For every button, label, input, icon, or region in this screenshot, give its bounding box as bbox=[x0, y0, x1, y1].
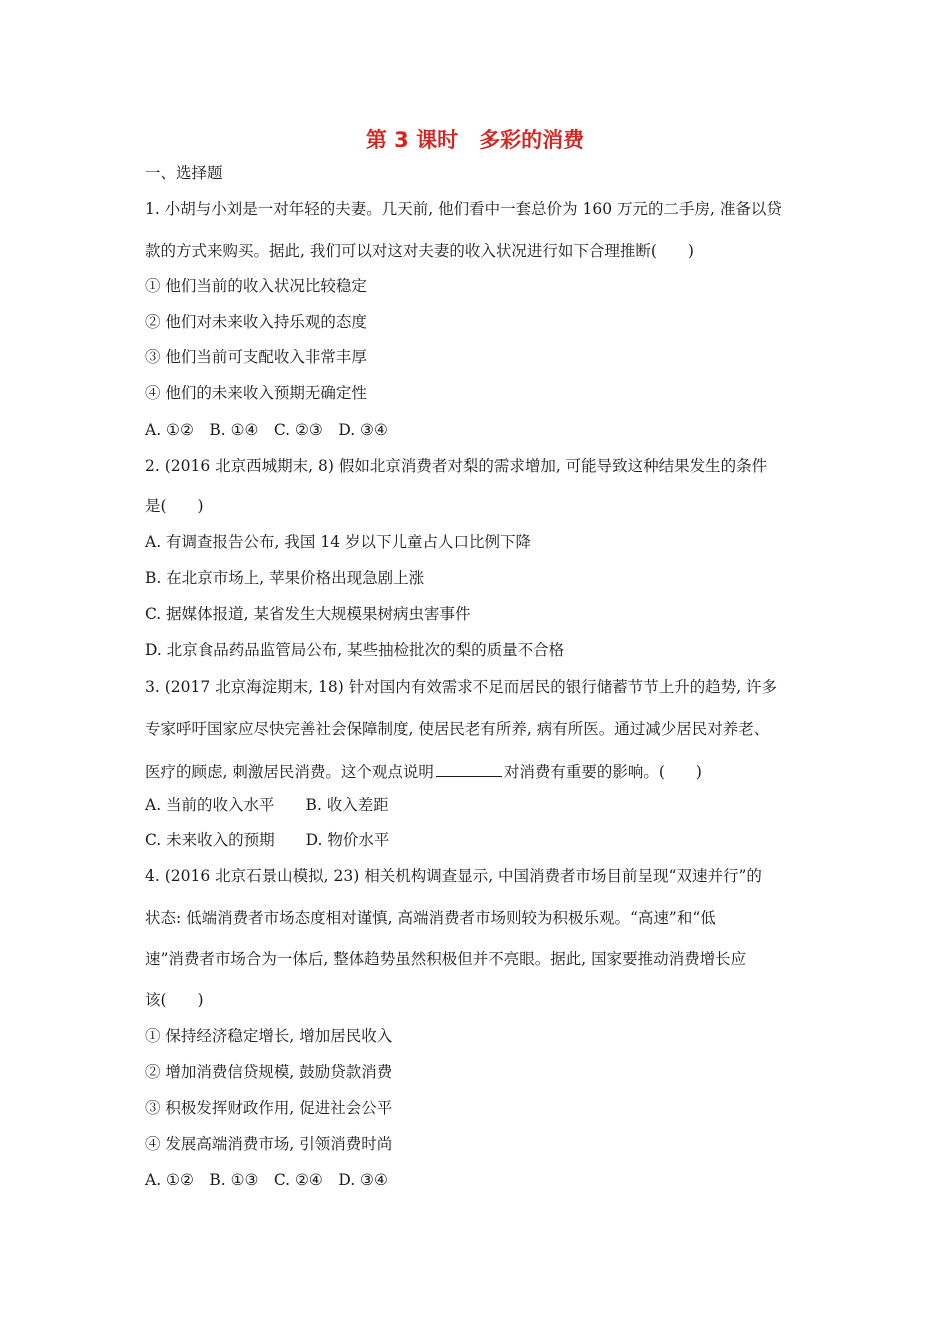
q1-option-4: ④ 他们的未来收入预期无确定性 bbox=[145, 384, 367, 402]
q2-option-d: D. 北京食品药品监管局公布, 某些抽检批次的梨的质量不合格 bbox=[145, 641, 565, 659]
q4-option-2: ② 增加消费信贷规模, 鼓励贷款消费 bbox=[145, 1063, 393, 1081]
fill-in-blank bbox=[436, 760, 502, 777]
q3-stem-line1: 3. (2017 北京海淀期末, 18) 针对国内有效需求不足而居民的银行储蓄节节上升的趋势, 许多 bbox=[145, 678, 778, 696]
q1-stem-line1: 1. 小胡与小刘是一对年轻的夫妻。几天前, 他们看中一套总价为 160 万元的二手房, 准备以贷 bbox=[145, 200, 782, 218]
q2-stem-line1: 2. (2016 北京西城期末, 8) 假如北京消费者对梨的需求增加, 可能导致这种结果发生的条件 bbox=[145, 457, 768, 475]
q2-option-c: C. 据媒体报道, 某省发生大规模果树病虫害事件 bbox=[145, 605, 471, 623]
q4-option-3: ③ 积极发挥财政作用, 促进社会公平 bbox=[145, 1099, 393, 1117]
q1-stem-line2: 款的方式来购买。据此, 我们可以对这对夫妻的收入状况进行如下合理推断( ) bbox=[145, 242, 694, 260]
q4-stem-line3: 速”消费者市场合为一体后, 整体趋势虽然积极但并不亮眼。据此, 国家要推动消费增长应 bbox=[145, 950, 747, 968]
q4-choices: A. ①② B. ①③ C. ②④ D. ③④ bbox=[145, 1171, 388, 1189]
q3-stem-line3-end: 对消费有重要的影响。( ) bbox=[503, 763, 702, 781]
q1-option-1: ① 他们当前的收入状况比较稳定 bbox=[145, 277, 367, 295]
q3-stem-line2: 专家呼吁国家应尽快完善社会保障制度, 使居民老有所养, 病有所医。通过减少居民对养老、 bbox=[145, 720, 770, 738]
q3-options-ab: A. 当前的收入水平 B. 收入差距 bbox=[145, 796, 389, 814]
q2-stem-line2: 是( ) bbox=[145, 497, 204, 515]
q1-option-2: ② 他们对未来收入持乐观的态度 bbox=[145, 313, 367, 331]
q4-stem-line2: 状态: 低端消费者市场态度相对谨慎, 高端消费者市场则较为积极乐观。“高速”和“低 bbox=[145, 909, 716, 927]
q4-option-4: ④ 发展高端消费市场, 引领消费时尚 bbox=[145, 1135, 393, 1153]
q3-options-cd: C. 未来收入的预期 D. 物价水平 bbox=[145, 831, 390, 849]
q3-stem-line3-start: 医疗的顾虑, 刺激居民消费。这个观点说明 bbox=[145, 763, 434, 781]
section-heading: 一、选择题 bbox=[145, 164, 223, 182]
q4-option-1: ① 保持经济稳定增长, 增加居民收入 bbox=[145, 1027, 393, 1045]
q3-stem-line3 bbox=[145, 760, 702, 782]
q2-option-a: A. 有调查报告公布, 我国 14 岁以下儿童占人口比例下降 bbox=[145, 533, 531, 551]
q4-stem-line4: 该( ) bbox=[145, 991, 204, 1009]
q4-stem-line1: 4. (2016 北京石景山模拟, 23) 相关机构调查显示, 中国消费者市场目前呈现“双速并行”的 bbox=[145, 867, 762, 885]
q2-option-b: B. 在北京市场上, 苹果价格出现急剧上涨 bbox=[145, 569, 425, 587]
lesson-title: 第 3 课时 多彩的消费 bbox=[365, 128, 585, 152]
q1-choices: A. ①② B. ①④ C. ②③ D. ③④ bbox=[145, 421, 388, 439]
q1-option-3: ③ 他们当前可支配收入非常丰厚 bbox=[145, 348, 367, 366]
